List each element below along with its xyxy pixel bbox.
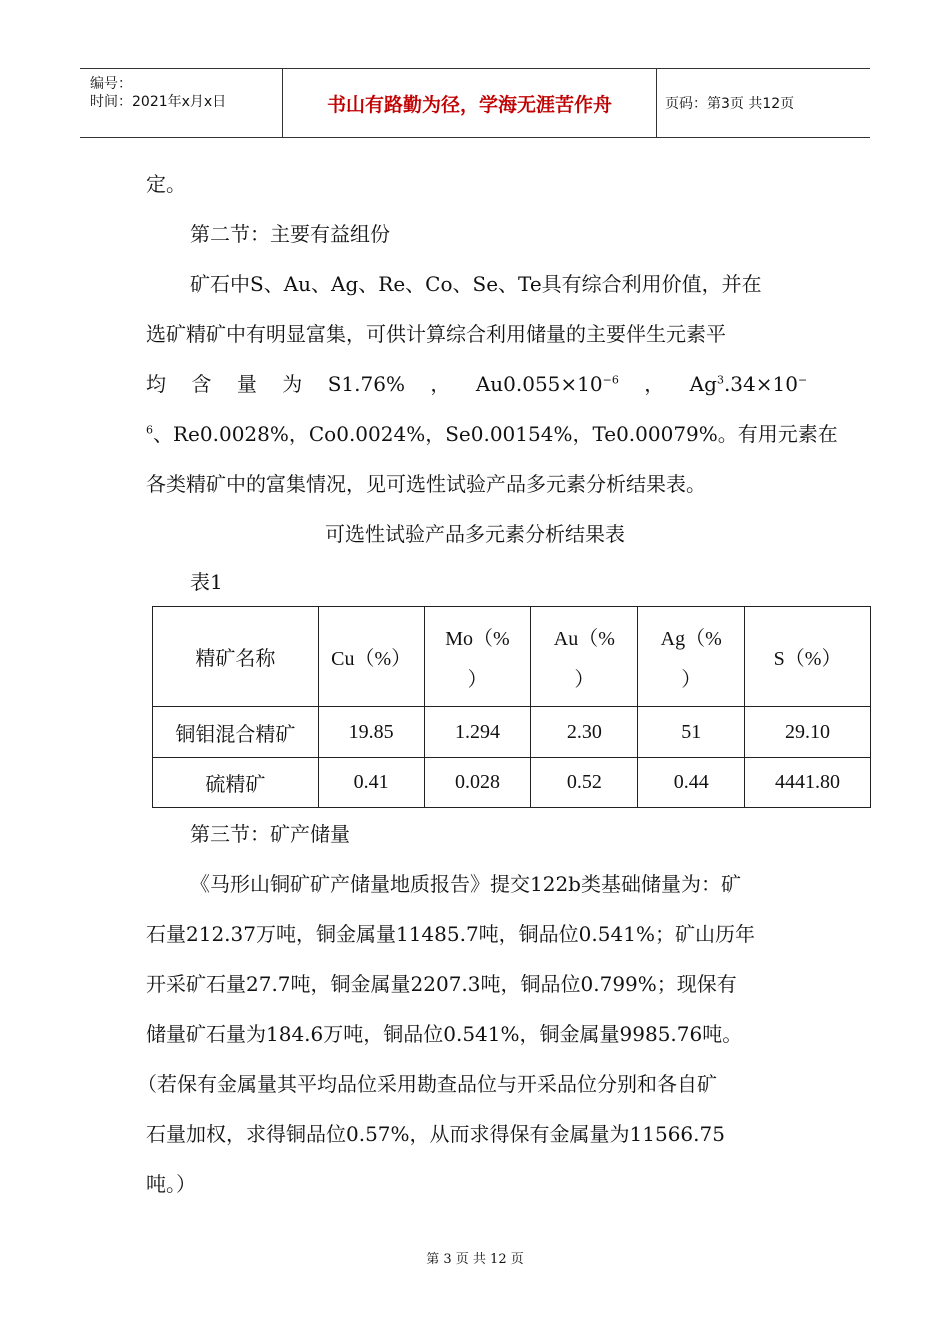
table-cell: 51 xyxy=(638,707,745,758)
table-number: 表1 xyxy=(190,570,223,594)
paragraph-line: （若保有金属量其平均品位采用勘查品位与开采品位分别和各自矿 xyxy=(137,1072,717,1096)
paragraph-line: 矿石中S、Au、Ag、Re、Co、Se、Te具有综合利用价值，并在 xyxy=(190,272,762,296)
table-header-row xyxy=(153,607,871,707)
table-cell: 硫精矿 xyxy=(153,758,319,808)
header-motto: 书山有路勤为径，学海无涯苦作舟 xyxy=(282,69,657,137)
header-cell-au: Au（% ） xyxy=(531,607,638,707)
paragraph-line: 《马形山铜矿矿产储量地质报告》提交122b类基础储量为：矿 xyxy=(190,872,741,896)
table-cell: 4441.80 xyxy=(745,758,871,808)
table-cell: 0.028 xyxy=(424,758,531,808)
header-cell-ag: Ag（% ） xyxy=(638,607,745,707)
paragraph-line: 石量212.37万吨，铜金属量11485.7吨，铜品位0.541%；矿山历年 xyxy=(146,922,755,946)
table-caption: 可选性试验产品多元素分析结果表 xyxy=(325,522,625,546)
header-page: 页码：第3页 共12页 xyxy=(665,96,795,112)
header-cell-s: S（%） xyxy=(745,607,871,707)
paragraph-line: 开采矿石量27.7吨，铜金属量2207.3吨，铜品位0.799%；现保有 xyxy=(146,972,737,996)
table-cell: 铜钼混合精矿 xyxy=(153,707,319,758)
paragraph-line: 石量加权，求得铜品位0.57%，从而求得保有金属量为11566.75 xyxy=(146,1122,725,1146)
text-line: 定。 xyxy=(146,172,186,196)
header-number: 编号： xyxy=(90,76,132,92)
paragraph-line: 各类精矿中的富集情况，见可选性试验产品多元素分析结果表。 xyxy=(146,472,706,496)
paragraph-line: $^6$、Re0.0028%，Co0.0024%，Se0.00154%，Te0.00079%。有用元素在 xyxy=(146,422,838,446)
paragraph-line: 选矿精矿中有明显富集，可供计算综合利用储量的主要伴生元素平 xyxy=(146,322,726,346)
header-cell-name: 精矿名称 xyxy=(153,607,319,707)
analysis-table xyxy=(152,606,871,808)
table-cell: 0.52 xyxy=(531,758,638,808)
section-title: 第三节：矿产储量 xyxy=(190,822,350,846)
page-footer: 第 3 页 共 12 页 xyxy=(426,1252,524,1267)
table-cell: 19.85 xyxy=(318,707,424,758)
table-cell: 0.41 xyxy=(318,758,424,808)
page-header xyxy=(80,68,870,138)
header-cell-cu: Cu（%） xyxy=(318,607,424,707)
table-cell: 29.10 xyxy=(745,707,871,758)
table-cell: 0.44 xyxy=(638,758,745,808)
table-row xyxy=(153,707,871,758)
paragraph-line: 储量矿石量为184.6万吨，铜品位0.541%，铜金属量9985.76吨。 xyxy=(146,1022,743,1046)
table-row xyxy=(153,758,871,808)
header-meta xyxy=(80,69,282,137)
section-title: 第二节：主要有益组份 xyxy=(190,222,390,246)
paragraph-line: 吨。） xyxy=(146,1172,196,1196)
header-time: 时间：2021年x月x日 xyxy=(90,94,227,110)
table-cell: 1.294 xyxy=(424,707,531,758)
header-cell-mo: Mo（% ） xyxy=(424,607,531,707)
table-cell: 2.30 xyxy=(531,707,638,758)
paragraph-line: 均 含 量 为 S1.76% ， $Au0.055\times 10^{-6}$ ， $Ag^3.34\times 10^-$ xyxy=(146,372,808,396)
